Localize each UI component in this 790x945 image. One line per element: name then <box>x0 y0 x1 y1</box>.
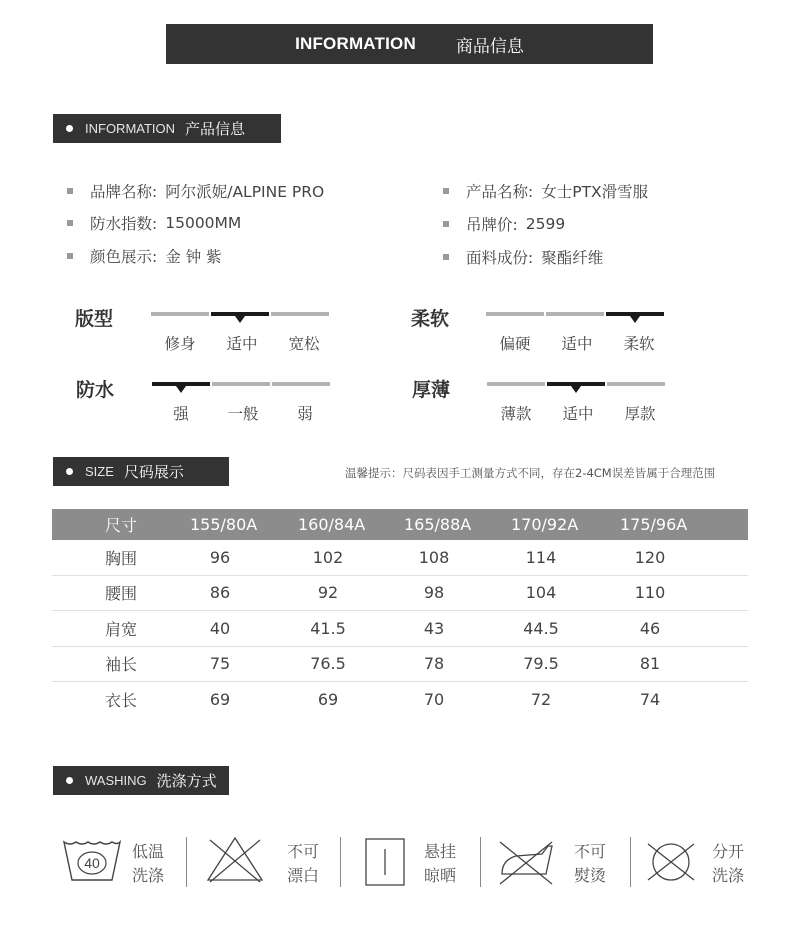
banner-title-cn: 商品信息 <box>455 36 524 57</box>
table-row <box>52 647 748 683</box>
divider <box>630 837 631 887</box>
scale-pointer-icon <box>630 316 640 323</box>
divider <box>340 837 341 887</box>
scale-option: 适中 <box>226 335 258 353</box>
table-header-cell: 尺寸 <box>104 516 137 535</box>
scale-segment <box>546 312 604 316</box>
scale-option: 强 <box>173 405 189 423</box>
scale-option: 适中 <box>561 335 593 353</box>
wash-label-line: 悬挂 <box>424 842 457 861</box>
info-item-product-name <box>443 180 648 202</box>
wash-label-line: 洗涤 <box>132 866 165 885</box>
square-bullet-icon <box>67 220 73 226</box>
info-value: 2599 <box>525 215 566 233</box>
info-value: 15000MM <box>165 214 242 232</box>
scale-option: 一般 <box>227 405 259 423</box>
scale-pointer-icon <box>235 316 245 323</box>
table-cell: 74 <box>639 690 661 710</box>
table-row <box>52 540 748 576</box>
wash-label-line: 晾晒 <box>424 866 457 885</box>
table-row <box>52 682 748 718</box>
info-value: 阿尔派妮/ALPINE PRO <box>165 183 325 201</box>
square-bullet-icon <box>67 188 73 194</box>
scale-segment <box>151 312 209 316</box>
table-cell: 108 <box>418 547 450 567</box>
table-cell: 81 <box>639 654 661 674</box>
scale-segment <box>607 382 665 386</box>
section-tag-en: INFORMATION <box>85 121 176 136</box>
table-cell: 78 <box>423 654 445 674</box>
table-header-cell: 175/96A <box>620 515 688 534</box>
scale-segment <box>486 312 544 316</box>
scale-title: 防水 <box>76 379 115 401</box>
scale-pointer-icon <box>176 386 186 393</box>
table-cell: 肩宽 <box>104 619 137 639</box>
info-label: 吊牌价: <box>466 216 518 234</box>
scale-option: 宽松 <box>288 335 320 353</box>
wash-separately-icon <box>644 838 698 886</box>
scale-title: 厚薄 <box>412 379 451 401</box>
table-cell: 衣长 <box>104 691 137 711</box>
info-value: 金 钟 紫 <box>165 248 222 266</box>
divider <box>480 837 481 887</box>
table-cell: 104 <box>525 583 557 603</box>
table-header-cell: 160/84A <box>298 515 366 534</box>
table-cell: 41.5 <box>310 618 346 638</box>
scale-option: 柔软 <box>623 335 655 353</box>
table-cell: 75 <box>209 654 231 674</box>
table-cell: 76.5 <box>310 654 346 674</box>
no-iron-icon <box>496 838 556 886</box>
table-row <box>52 611 748 647</box>
wash-40-icon <box>62 838 122 884</box>
section-tag-information <box>53 114 281 143</box>
table-cell: 胸围 <box>104 548 137 568</box>
table-header-row <box>52 509 748 540</box>
table-cell: 袖长 <box>104 655 137 675</box>
section-tag-size <box>53 457 229 486</box>
table-cell: 120 <box>634 547 666 567</box>
wash-label-line: 不可 <box>574 842 607 861</box>
section-tag-cn: 洗涤方式 <box>156 772 217 790</box>
scale-option: 适中 <box>562 405 594 423</box>
top-banner <box>166 24 653 64</box>
info-label: 品牌名称: <box>90 183 158 201</box>
square-bullet-icon <box>443 221 449 227</box>
section-tag-washing <box>53 766 229 795</box>
hang-dry-icon <box>364 837 406 887</box>
section-tag-cn: 尺码展示 <box>123 463 184 481</box>
wash-label-line: 分开 <box>712 842 745 861</box>
table-header-cell: 155/80A <box>190 515 258 534</box>
size-table <box>52 509 748 718</box>
wash-label-line: 不可 <box>287 842 320 861</box>
banner-title-en: INFORMATION <box>295 34 416 53</box>
scale-title: 版型 <box>75 308 114 330</box>
wash-label-line: 低温 <box>132 842 165 861</box>
scale-pointer-icon <box>571 386 581 393</box>
bullet-dot-icon <box>66 468 73 475</box>
table-header-cell: 165/88A <box>404 515 472 534</box>
scale-segment <box>272 382 330 386</box>
section-tag-cn: 产品信息 <box>185 120 246 138</box>
wash-temp-badge: 40 <box>84 855 100 871</box>
wash-label <box>424 840 456 888</box>
square-bullet-icon <box>443 188 449 194</box>
bullet-dot-icon <box>66 777 73 784</box>
table-cell: 102 <box>312 547 344 567</box>
table-cell: 96 <box>209 547 231 567</box>
wash-label-line: 漂白 <box>287 866 320 885</box>
table-cell: 114 <box>525 547 557 567</box>
wash-label-line: 熨烫 <box>574 866 607 885</box>
table-cell: 70 <box>423 690 445 710</box>
table-cell: 69 <box>317 690 339 710</box>
table-header-cell: 170/92A <box>511 515 579 534</box>
scale-segment <box>487 382 545 386</box>
scale-segment <box>271 312 329 316</box>
wash-label <box>712 840 744 888</box>
info-label: 产品名称: <box>466 183 534 201</box>
info-item-fabric <box>443 246 603 268</box>
table-row <box>52 576 748 612</box>
info-item-waterproof <box>67 212 241 234</box>
info-label: 面料成份: <box>466 249 534 267</box>
square-bullet-icon <box>443 254 449 260</box>
scale-option: 修身 <box>164 335 196 353</box>
table-cell: 92 <box>317 583 339 603</box>
square-bullet-icon <box>67 253 73 259</box>
table-cell: 72 <box>530 690 552 710</box>
wash-label <box>287 840 319 888</box>
divider <box>186 837 187 887</box>
scale-option: 薄款 <box>500 405 532 423</box>
info-label: 颜色展示: <box>90 248 158 266</box>
table-cell: 40 <box>209 618 231 638</box>
wash-label <box>574 840 606 888</box>
info-item-brand <box>67 180 324 202</box>
table-cell: 69 <box>209 690 231 710</box>
table-cell: 46 <box>639 618 661 638</box>
info-value: 女士PTX滑雪服 <box>541 183 649 201</box>
no-bleach-icon <box>204 834 266 884</box>
size-tip: 温馨提示：尺码表因手工测量方式不同，存在2-4CM误差皆属于合理范围 <box>345 466 716 480</box>
info-item-color <box>67 245 222 267</box>
section-tag-en: WASHING <box>85 773 147 788</box>
table-cell: 110 <box>634 583 666 603</box>
table-cell: 43 <box>423 618 445 638</box>
scale-segment <box>212 382 270 386</box>
info-item-price <box>443 213 565 235</box>
table-cell: 79.5 <box>523 654 559 674</box>
table-cell: 腰围 <box>104 584 137 604</box>
table-cell: 44.5 <box>523 618 559 638</box>
bullet-dot-icon <box>66 125 73 132</box>
info-label: 防水指数: <box>90 215 158 233</box>
table-cell: 86 <box>209 583 231 603</box>
section-tag-en: SIZE <box>85 464 114 479</box>
scale-title: 柔软 <box>411 308 450 330</box>
scale-option: 弱 <box>297 405 313 423</box>
scale-option: 偏硬 <box>499 335 531 353</box>
wash-label <box>132 840 164 888</box>
table-cell: 98 <box>423 583 445 603</box>
wash-label-line: 洗涤 <box>712 866 745 885</box>
info-value: 聚酯纤维 <box>541 249 604 267</box>
scale-option: 厚款 <box>624 405 656 423</box>
